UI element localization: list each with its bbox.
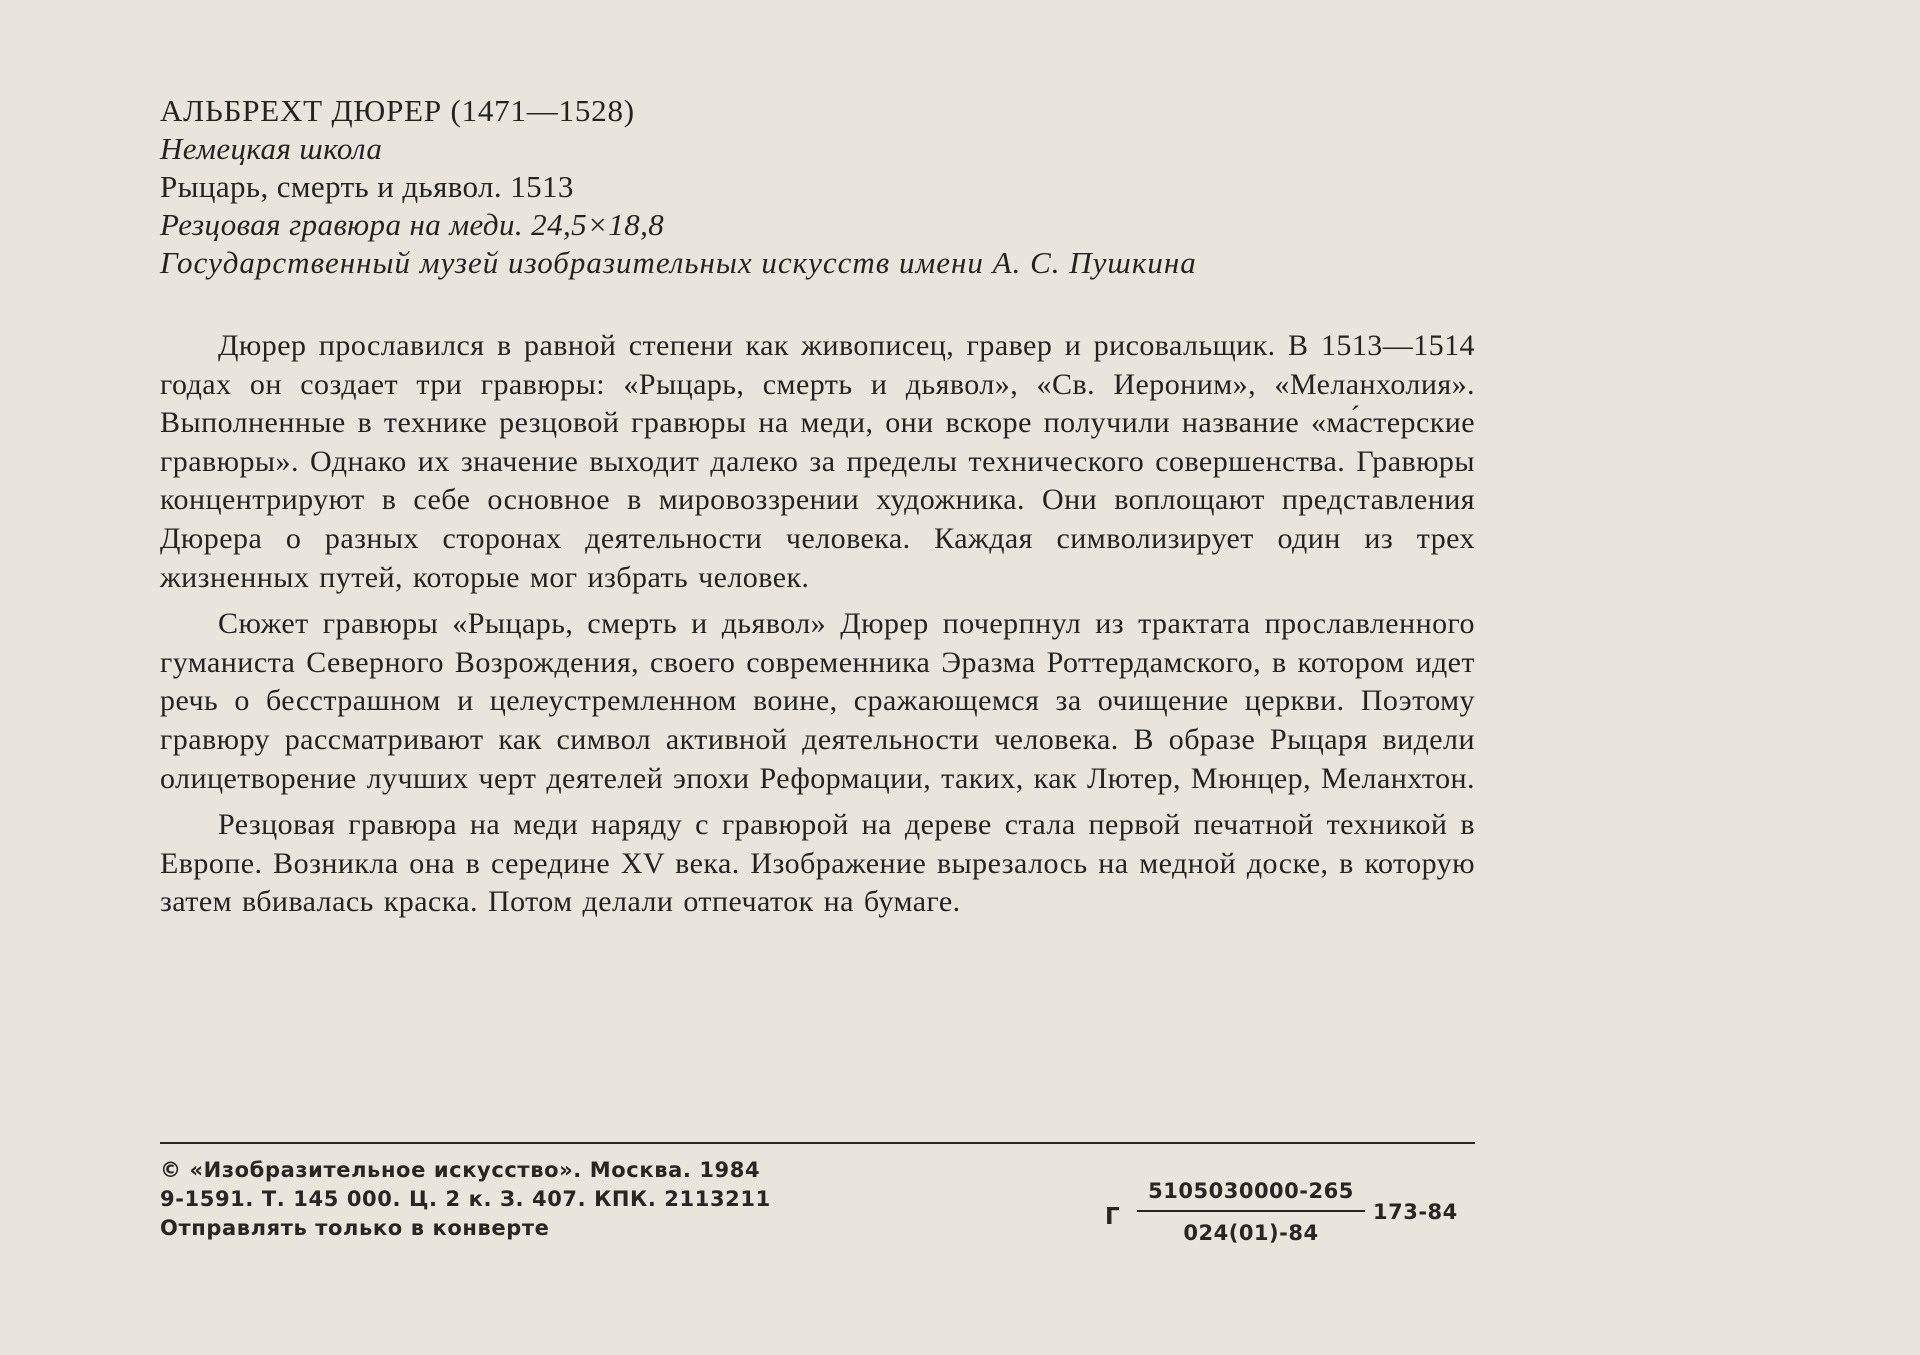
index-numerator: 5105030000-265 — [1148, 1179, 1354, 1203]
catalog-index — [1105, 1176, 1475, 1262]
footer-divider — [160, 1142, 1475, 1144]
museum-name: Государственный музей изобразительных искусств имени А. С. Пушкина — [160, 245, 1197, 280]
fraction-bar — [1137, 1210, 1365, 1212]
imprint-footer — [160, 1142, 1475, 1262]
index-denominator: 024(01)-84 — [1183, 1221, 1319, 1245]
art-school: Немецкая школа — [160, 131, 383, 166]
index-code: 173-84 — [1373, 1200, 1458, 1224]
publisher-imprint — [160, 1156, 771, 1243]
paragraph-1: Дюрер прославился в равной степени как живописец, гравер и рисовальщик. В 1513—1514 годах он создает три гравюры: «Рыцарь, смерть и дьявол», «Св. Иероним», «Меланхолия». Выполненные в технике резцовой гравюры на меди, они вскоре получили название «ма́стерские гравюры». Однако их значение выходит далеко за пределы технического совершенства. Гравюры концентрируют в себе основное в мировоззрении художника. Они воплощают представления Дюрера о разных сторонах деятельности человека. Каждая символизирует один из трех жизненных путей, которые мог избрать человек. — [160, 329, 1475, 594]
paragraph-2: Сюжет гравюры «Рыцарь, смерть и дьявол» Дюрер почерпнул из трактата прославленного гуманиста Северного Возрождения, своего современника Эразма Роттердамского, в котором идет речь о бесстрашном и целеустремленном воине, сражающемся за очищение церкви. Поэтому гравюру рассматривают как символ активной деятельности человека. В образе Рыцаря видели олицетворение лучших черт деятелей эпохи Реформации, таких, как Лютер, Мюнцер, Меланхтон. — [160, 607, 1475, 795]
artist-name: АЛЬБРЕХТ ДЮРЕР (1471—1528) — [160, 93, 635, 128]
paragraph-3: Резцовая гравюра на меди наряду с гравюрой на дереве стала первой печатной техникой в Европе. Возникла она в середине XV века. Изображение вырезалось на медной доске, в которую затем вбивалась краска. Потом делали отпечаток на бумаге. — [160, 808, 1475, 919]
index-fraction — [1137, 1176, 1365, 1248]
postcard-text-side — [160, 92, 1475, 930]
description-text — [160, 327, 1475, 922]
mailing-note: Отправлять только в конверте — [160, 1216, 550, 1240]
artwork-caption — [160, 92, 1475, 282]
artwork-technique: Резцовая гравюра на меди. 24,5×18,8 — [160, 207, 665, 242]
index-letter: Г — [1105, 1204, 1120, 1230]
artwork-title: Рыцарь, смерть и дьявол. 1513 — [160, 169, 574, 204]
publisher-line: © «Изобразительное искусство». Москва. 1984 — [160, 1158, 761, 1182]
print-info-line: 9-1591. Т. 145 000. Ц. 2 к. З. 407. КПК. 2113211 — [160, 1187, 771, 1211]
